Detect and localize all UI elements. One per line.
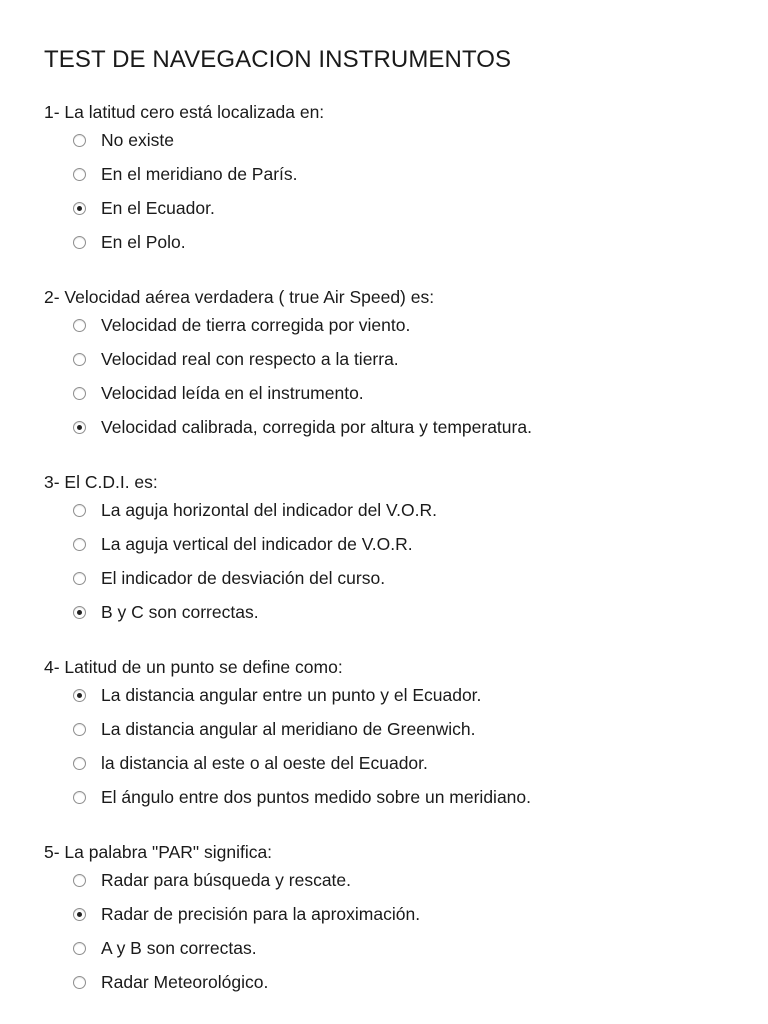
radio-option[interactable] bbox=[44, 678, 744, 712]
radio-button[interactable] bbox=[73, 353, 86, 366]
option-label: El indicador de desviación del curso. bbox=[101, 568, 386, 588]
radio-option[interactable] bbox=[44, 493, 744, 527]
radio-option[interactable] bbox=[44, 965, 744, 999]
radio-button[interactable] bbox=[73, 319, 86, 332]
option-label: Velocidad de tierra corregida por viento. bbox=[101, 315, 411, 335]
option-label: En el Polo. bbox=[101, 232, 186, 252]
question-4 bbox=[44, 656, 744, 814]
radio-option[interactable] bbox=[44, 561, 744, 595]
question-2 bbox=[44, 286, 744, 444]
radio-button[interactable] bbox=[73, 874, 86, 887]
radio-button[interactable] bbox=[73, 689, 86, 702]
radio-option[interactable] bbox=[44, 308, 744, 342]
option-label: Velocidad leída en el instrumento. bbox=[101, 383, 364, 403]
radio-option[interactable] bbox=[44, 897, 744, 931]
option-label: No existe bbox=[101, 130, 174, 150]
question-text: 4- Latitud de un punto se define como: bbox=[44, 657, 343, 677]
radio-button[interactable] bbox=[73, 202, 86, 215]
radio-button[interactable] bbox=[73, 236, 86, 249]
radio-option[interactable] bbox=[44, 191, 744, 225]
radio-button[interactable] bbox=[73, 168, 86, 181]
radio-option[interactable] bbox=[44, 225, 744, 259]
radio-button[interactable] bbox=[73, 538, 86, 551]
radio-option[interactable] bbox=[44, 157, 744, 191]
radio-option[interactable] bbox=[44, 931, 744, 965]
question-text: 2- Velocidad aérea verdadera ( true Air Speed) es: bbox=[44, 287, 435, 307]
radio-button[interactable] bbox=[73, 791, 86, 804]
option-label: B y C son correctas. bbox=[101, 602, 259, 622]
radio-button[interactable] bbox=[73, 757, 86, 770]
radio-option[interactable] bbox=[44, 410, 744, 444]
radio-button[interactable] bbox=[73, 908, 86, 921]
option-list bbox=[44, 493, 744, 629]
radio-button[interactable] bbox=[73, 723, 86, 736]
option-label: La aguja vertical del indicador de V.O.R. bbox=[101, 534, 413, 554]
option-label: Velocidad calibrada, corregida por altura y temperatura. bbox=[101, 417, 532, 437]
option-list bbox=[44, 678, 744, 814]
option-label: Velocidad real con respecto a la tierra. bbox=[101, 349, 399, 369]
radio-button[interactable] bbox=[73, 421, 86, 434]
radio-button[interactable] bbox=[73, 387, 86, 400]
option-list bbox=[44, 123, 744, 259]
option-label: Radar para búsqueda y rescate. bbox=[101, 870, 352, 890]
option-label: Radar Meteorológico. bbox=[101, 972, 269, 992]
option-label: A y B son correctas. bbox=[101, 938, 257, 958]
question-5 bbox=[44, 841, 744, 999]
radio-option[interactable] bbox=[44, 342, 744, 376]
page-title: TEST DE NAVEGACION INSTRUMENTOS bbox=[44, 46, 512, 73]
radio-option[interactable] bbox=[44, 780, 744, 814]
radio-option[interactable] bbox=[44, 595, 744, 629]
radio-button[interactable] bbox=[73, 572, 86, 585]
question-3 bbox=[44, 471, 744, 629]
option-label: la distancia al este o al oeste del Ecuador. bbox=[101, 753, 428, 773]
question-text: 5- La palabra "PAR" significa: bbox=[44, 842, 273, 862]
option-label: La aguja horizontal del indicador del V.O.R. bbox=[101, 500, 437, 520]
radio-option[interactable] bbox=[44, 746, 744, 780]
question-text: 3- El C.D.I. es: bbox=[44, 472, 158, 492]
option-label: El ángulo entre dos puntos medido sobre un meridiano. bbox=[101, 787, 531, 807]
option-label: En el Ecuador. bbox=[101, 198, 215, 218]
radio-button[interactable] bbox=[73, 606, 86, 619]
radio-button[interactable] bbox=[73, 134, 86, 147]
radio-option[interactable] bbox=[44, 712, 744, 746]
radio-button[interactable] bbox=[73, 504, 86, 517]
option-label: Radar de precisión para la aproximación. bbox=[101, 904, 421, 924]
option-list bbox=[44, 863, 744, 999]
option-label: La distancia angular al meridiano de Greenwich. bbox=[101, 719, 476, 739]
option-label: La distancia angular entre un punto y el Ecuador. bbox=[101, 685, 482, 705]
option-label: En el meridiano de París. bbox=[101, 164, 298, 184]
radio-button[interactable] bbox=[73, 942, 86, 955]
radio-option[interactable] bbox=[44, 376, 744, 410]
radio-option[interactable] bbox=[44, 123, 744, 157]
option-list bbox=[44, 308, 744, 444]
question-1 bbox=[44, 101, 744, 259]
radio-button[interactable] bbox=[73, 976, 86, 989]
radio-option[interactable] bbox=[44, 863, 744, 897]
radio-option[interactable] bbox=[44, 527, 744, 561]
question-text: 1- La latitud cero está localizada en: bbox=[44, 102, 325, 122]
